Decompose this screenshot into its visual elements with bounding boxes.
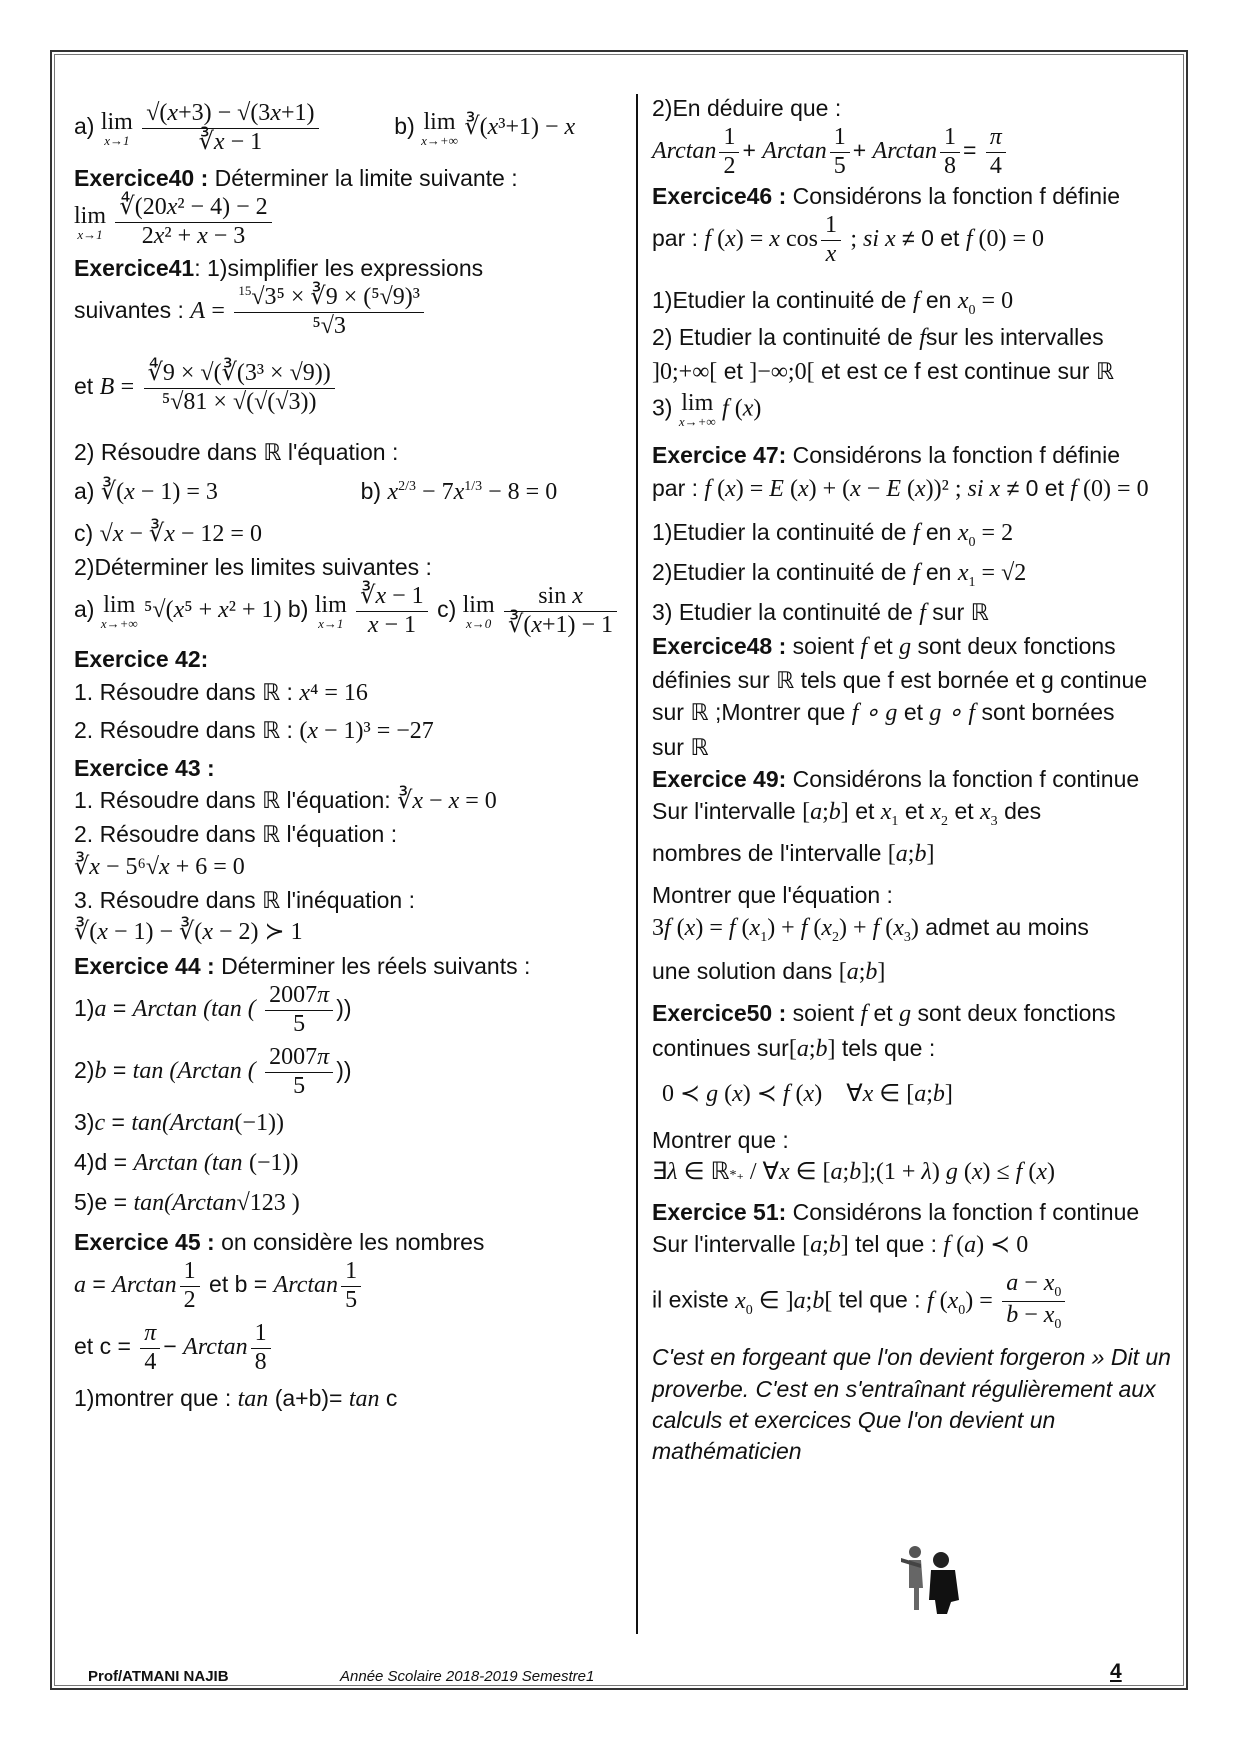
ex45-q2: 2)En déduire que : [652, 95, 842, 121]
ex41-heading: Exercice41: 1)simplifier les expressions [74, 255, 484, 282]
fraction: $\frac{\text{∜(20x² − 4) − 2}}{\text{2x² + x − 3}}$ [115, 194, 271, 250]
fraction: $\frac{^{15}√3^5 \times ∛9 \times (^5√9)^3}{\text{⁵√3}}$ [234, 284, 424, 340]
exercise-title: Exercice 45 : [74, 1229, 215, 1256]
ex49-l4: Montrer que l'équation : [652, 882, 893, 909]
ex48-heading: Exercice48 : soient f et g sont deux fonctions [652, 632, 1116, 660]
ex50-heading: Exercice50 : soient f et g sont deux fonctions [652, 1000, 1116, 1028]
fraction: $\frac{1}{5}$ [830, 124, 850, 180]
ex51-l2: Sur l'intervalle [a;b] tel que : f (a) ≺ 0 [652, 1231, 1029, 1259]
ex43-2: 2. Résoudre dans ℝ l'équation : [74, 821, 398, 848]
ex50-l3: 0 ≺ g (x) ≺ f (x) ∀x ∈ [a;b] [662, 1081, 953, 1108]
exercise-title: Exercice 44 : [74, 952, 215, 979]
ex49-heading: Exercice 49: Considérons la fonction f continue [652, 766, 1140, 793]
ex43-3: 3. Résoudre dans ℝ l'inéquation : [74, 887, 415, 914]
ex41-q2: 2) Résoudre dans ℝ l'équation : [74, 439, 399, 466]
ex50-l2: continues sur[a;b] tels que : [652, 1035, 936, 1063]
ex48-l4: sur ℝ [652, 733, 709, 760]
fraction: $\frac{1}{8}$ [940, 124, 960, 180]
limits-ab: a) lim x→1 $\frac{√(x+3) - √(3x+1)}{∛x - 1}$ b) lim x→+∞ ∛(x³+1) − x [74, 100, 576, 155]
fraction: $\frac{1}{x}$ [821, 212, 841, 268]
formula: ∛(x³+1) − x [464, 114, 576, 141]
column-divider [636, 94, 638, 1634]
ex46-heading: Exercice46 : Considérons la fonction f définie [652, 183, 1120, 210]
ex46-2: 2) Etudier la continuité de fsur les intervalles [652, 323, 1104, 351]
ex43-title: Exercice 43 : [74, 754, 215, 781]
page-number: 4 [1110, 1660, 1122, 1683]
ex44-3: 3)c = tan(Arctan(−1)) [74, 1109, 284, 1137]
ex47-1: 1)Etudier la continuité de f en $x_0 = 2$ [652, 518, 1014, 550]
exercise-title: Exercice46 : [652, 183, 787, 210]
ex41-eq-c: c) √x − ∛x − 12 = 0 [74, 519, 262, 547]
ex45-c: et c = $\frac{\pi}{4}$ − Arctan $\frac{1}{8}$ [74, 1320, 634, 1382]
footer-year: Année Scolaire 2018-2019 Semestre1 [340, 1668, 595, 1685]
lim-operator: lim x→1 [100, 108, 133, 148]
fraction: $\frac{\pi}{4}$ [986, 124, 1006, 180]
fraction: $\frac{2007\pi}{5}$ [265, 1044, 333, 1100]
ex46-3: 3) lim x→+∞ f (x) [652, 390, 762, 430]
ex49-l6: une solution dans [a;b] [652, 958, 886, 986]
ex51-heading: Exercice 51: Considérons la fonction f continue [652, 1199, 1140, 1226]
fraction: $\frac{\text{sin x}}{∛(x+1) - 1}$ [504, 583, 617, 639]
fraction: $\frac{2007\pi}{5}$ [265, 982, 333, 1038]
ex49-l5: 3f (x) = f $(x_1) + f$ $(x_2) + f$ $(x_3)$ admet au moins [652, 914, 1089, 946]
ex47-2: 2)Etudier la continuité de f en $x_1 = √2$ [652, 558, 1027, 590]
lim-operator: lim x→+∞ [421, 108, 458, 148]
ex44-1: 1)a = Arctan (tan ( $\frac{2007\pi}{5}$ )) [74, 982, 352, 1037]
ex44-2: 2)b = tan (Arctan ( $\frac{2007\pi}{5}$ )) [74, 1044, 352, 1099]
exercise-title: Exercice 47: [652, 442, 787, 469]
exercise-title: Exercice41 [74, 255, 195, 282]
left-column [74, 100, 634, 1417]
ex45-heading: Exercice 45 : on considère les nombres [74, 1229, 485, 1256]
ex47-def: par : f (x) = E (x) + (x − E (x))² ; si x ≠ 0 et f (0) = 0 [652, 474, 1149, 502]
ex41-limits: a) lim x→+∞ ⁵√(x⁵ + x² + 1) b) lim x→1 $\frac{∛x - 1}{x - 1}$ c) lim x→0 $\frac{\text{sin x}}{∛(x+1) - 1}$ [74, 583, 634, 643]
fraction: $\frac{1}{8}$ [251, 1320, 271, 1376]
right-column [652, 92, 1172, 1467]
ex50-l5: ∃λ ∈ ℝ*₊ / ∀x ∈ [a;b];(1 + λ) g (x) ≤ f (x) [652, 1159, 1055, 1186]
ex42-title: Exercice 42: [74, 646, 209, 673]
ex44-5: 5)e = tan(Arctan√123 ) [74, 1189, 300, 1217]
ex42-1: 1. Résoudre dans ℝ : x⁴ = 16 [74, 678, 368, 706]
ex41-eq-ab: a) ∛(x − 1) = 3 b) $x^{2/3} - 7x^{1/3} - 8 = 0$ [74, 477, 558, 505]
exercise-title: Exercice48 : [652, 632, 787, 659]
ex41-A: suivantes : A = $\frac{^{15}√3^5 \times ∛9 \times (^5√9)^3}{\text{⁵√3}}$ [74, 284, 634, 360]
exercise-title: Exercice 51: [652, 1199, 787, 1226]
ex45-identity: Arctan $\frac{1}{2}$ + Arctan $\frac{1}{5}$ + Arctan $\frac{1}{8}$ = $\frac{\pi}{4}$ [652, 124, 1172, 180]
ex45-q1: 1)montrer que : tan (a+b)= tan c [74, 1385, 398, 1413]
proverb: C'est en forgeant que l'on devient forgeron » Dit un proverbe. C'est en s'entraînant régulièrement aux calculs et exercices Que l'on devient un mathématicien [652, 1344, 1171, 1464]
ex45-ab: a = Arctan $\frac{1}{2}$ et b = Arctan $\frac{1}{5}$ [74, 1258, 634, 1320]
ex46-2-intervals: ]0;+∞[ et ]−∞;0[ et est ce f est continue sur ℝ [652, 358, 1115, 386]
ex41-q3: 2)Déterminer les limites suivantes : [74, 554, 432, 581]
ex46-1: 1)Etudier la continuité de f en $x_0 = 0$ [652, 287, 1014, 319]
ex50-l4: Montrer que : [652, 1127, 789, 1154]
exercise-title: Exercice40 : [74, 165, 209, 191]
ex40-formula [74, 194, 634, 252]
exercise-title: Exercice 49: [652, 766, 787, 793]
ex44-4: 4)d = Arctan (tan (−1)) [74, 1149, 299, 1177]
ex43-2-eq: ∛x − 5⁶√x + 6 = 0 [74, 853, 245, 880]
ex40-heading: Exercice40 : Déterminer la limite suivante : [74, 165, 518, 191]
lim-operator: lim x→+∞ [678, 390, 716, 430]
ex41-B: et B = $\frac{\text{∜9 × √(∛(3³ × √9))}}{\text{⁵√81 × √(√(√3))}}$ [74, 360, 634, 436]
fraction: $\frac{1}{5}$ [341, 1258, 361, 1314]
ex46-def: par : f (x) = x cos $\frac{1}{x}$ ; si x ≠ 0 et f (0) = 0 [652, 212, 1045, 267]
lim-operator: lim x→1 [74, 202, 107, 242]
ex48-l3: sur ℝ ;Montrer que f ∘ g et g ∘ f sont bornées [652, 699, 1115, 727]
ex48-l2: définies sur ℝ tels que f est bornée et g continue [652, 667, 1148, 694]
fraction: $\frac{a - x_0}{b - x_0}$ [1002, 1270, 1065, 1333]
forge-illustration [895, 1540, 965, 1620]
fraction: $\frac{1}{2}$ [180, 1258, 200, 1314]
lim-operator: lim x→0 [462, 591, 495, 631]
fraction: $\frac{√(x+3) - √(3x+1)}{∛x - 1}$ [142, 100, 318, 156]
ex49-l2: Sur l'intervalle [a;b] et $x_1$ et $x_2$ et $x_3$ des [652, 798, 1042, 830]
fraction: $\frac{1}{2}$ [719, 124, 739, 180]
ex43-1: 1. Résoudre dans ℝ l'équation: ∛x − x = 0 [74, 786, 497, 814]
ex47-heading: Exercice 47: Considérons la fonction f définie [652, 442, 1120, 469]
ex51-l3: il existe $x_0$ ∈ ]a;b[ tel que : f $(x_0)$ = $\frac{a - x_0}{b - x_0}$ [652, 1270, 1172, 1334]
fraction: $\frac{∛x - 1}{x - 1}$ [356, 583, 428, 639]
ex49-l3: nombres de l'intervalle [a;b] [652, 840, 935, 868]
ex43-3-eq: ∛(x − 1) − ∛(x − 2) ≻ 1 [74, 919, 303, 946]
lim-operator: lim x→1 [314, 591, 347, 631]
footer-author: Prof/ATMANI NAJIB [88, 1668, 229, 1685]
exercise-title: Exercice50 : [652, 1000, 787, 1027]
lim-operator: lim x→+∞ [100, 591, 138, 631]
fraction: $\frac{\text{∜9 × √(∛(3³ × √9))}}{\text{⁵√81 × √(√(√3))}}$ [144, 360, 335, 416]
fraction: $\frac{\pi}{4}$ [140, 1320, 160, 1376]
ex42-2: 2. Résoudre dans ℝ : (x − 1)³ = −27 [74, 716, 434, 744]
ex47-3: 3) Etudier la continuité de f sur ℝ [652, 598, 989, 626]
ex44-heading: Exercice 44 : Déterminer les réels suivants : [74, 952, 531, 979]
